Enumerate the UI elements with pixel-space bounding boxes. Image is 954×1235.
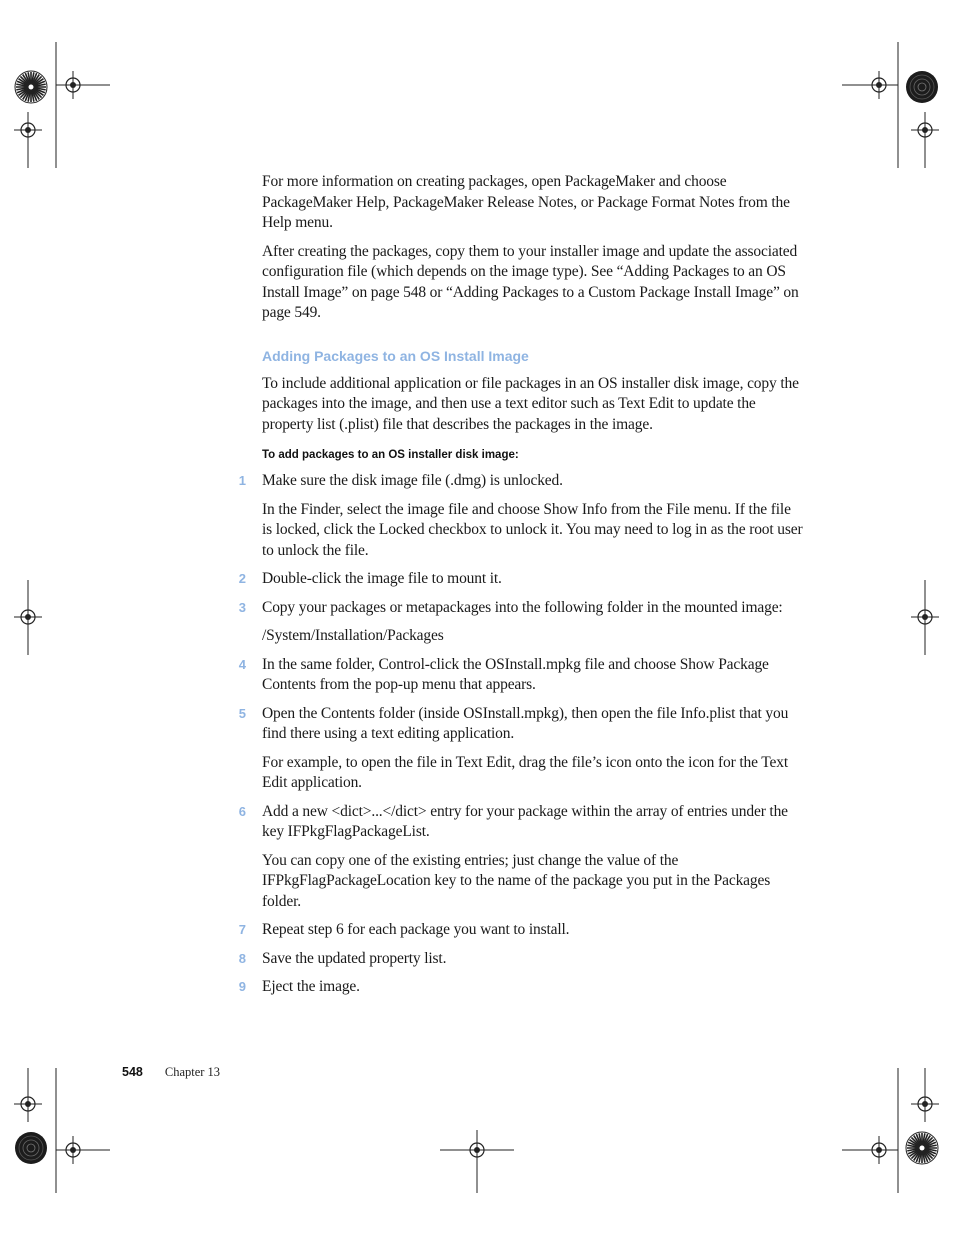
dark-disc-top-right <box>906 71 938 103</box>
page-number: 548 <box>122 1065 143 1079</box>
step-number: 8 <box>238 950 246 966</box>
step-text: Add a new <dict>...</dict> entry for your package within the array of entries under the key IFPkgFlagPackageList. <box>262 802 788 840</box>
step-9 <box>238 977 804 998</box>
step-7 <box>238 920 804 941</box>
step-text: Save the updated property list. <box>262 949 447 967</box>
step-note: You can copy one of the existing entries; just change the value of the IFPkgFlagPackageLocation key to the name of the package you put in the Packages folder. <box>262 851 771 910</box>
step-number: 5 <box>238 705 246 721</box>
step-number: 4 <box>238 656 246 672</box>
section-body: To include additional application or file packages in an OS installer disk image, copy the packages into the image, and then use a text editor such as Text Edit to update the property list (.plist) file that describes the packages in the image. <box>262 374 799 433</box>
dark-disc-bottom-left <box>15 1132 47 1164</box>
procedure-heading: To add packages to an OS installer disk image: <box>262 449 519 461</box>
intro-paragraph: After creating the packages, copy them to your installer image and update the associated configuration file (which depends on the image type). See “Adding Packages to an OS Install Image” on page 548 or “Adding Packages to a Custom Package Install Image” on page 549. <box>262 242 799 321</box>
step-6 <box>238 802 804 913</box>
step-note: For example, to open the file in Text Edit, drag the file’s icon onto the icon for the Text Edit application. <box>262 753 788 791</box>
page-footer <box>122 1064 220 1080</box>
step-text: Double-click the image file to mount it. <box>262 570 502 587</box>
starburst-bottom-right <box>906 1132 938 1164</box>
step-text: Repeat step 6 for each package you want to install. <box>262 921 570 938</box>
step-number: 3 <box>238 599 246 615</box>
step-note: In the Finder, select the image file and choose Show Info from the File menu. If the file is locked, click the Locked checkbox to unlock it. You may need to log in as the root user to unlock the file. <box>262 500 803 559</box>
step-number: 6 <box>238 803 246 819</box>
step-path: /System/Installation/Packages <box>262 627 444 644</box>
starburst-top-left <box>15 71 47 103</box>
step-text: Open the Contents folder (inside OSInstall.mpkg), then open the file Info.plist that you find there using a text editing application. <box>262 704 789 742</box>
intro-paragraph: For more information on creating packages, open PackageMaker and choose PackageMaker Help, PackageMaker Release Notes, or Package Format Notes from the Help menu. <box>262 173 790 231</box>
step-5 <box>238 704 804 794</box>
page-body <box>238 172 804 1006</box>
step-number: 9 <box>238 979 246 994</box>
step-number: 2 <box>238 571 246 586</box>
step-text: In the same folder, Control-click the OSInstall.mpkg file and choose Show Package Contents from the pop-up menu that appears. <box>262 655 769 693</box>
step-1 <box>238 471 804 561</box>
step-number: 7 <box>238 922 246 937</box>
chapter-label: Chapter 13 <box>164 1065 221 1079</box>
step-3 <box>238 598 804 647</box>
section-heading: Adding Packages to an OS Install Image <box>262 347 529 364</box>
step-4 <box>238 655 804 696</box>
step-text: Copy your packages or metapackages into the following folder in the mounted image: <box>262 598 783 616</box>
step-8 <box>238 949 804 970</box>
step-2 <box>238 569 804 590</box>
step-text: Make sure the disk image file (.dmg) is unlocked. <box>262 472 563 489</box>
step-number: 1 <box>238 473 246 488</box>
step-text: Eject the image. <box>262 978 360 995</box>
